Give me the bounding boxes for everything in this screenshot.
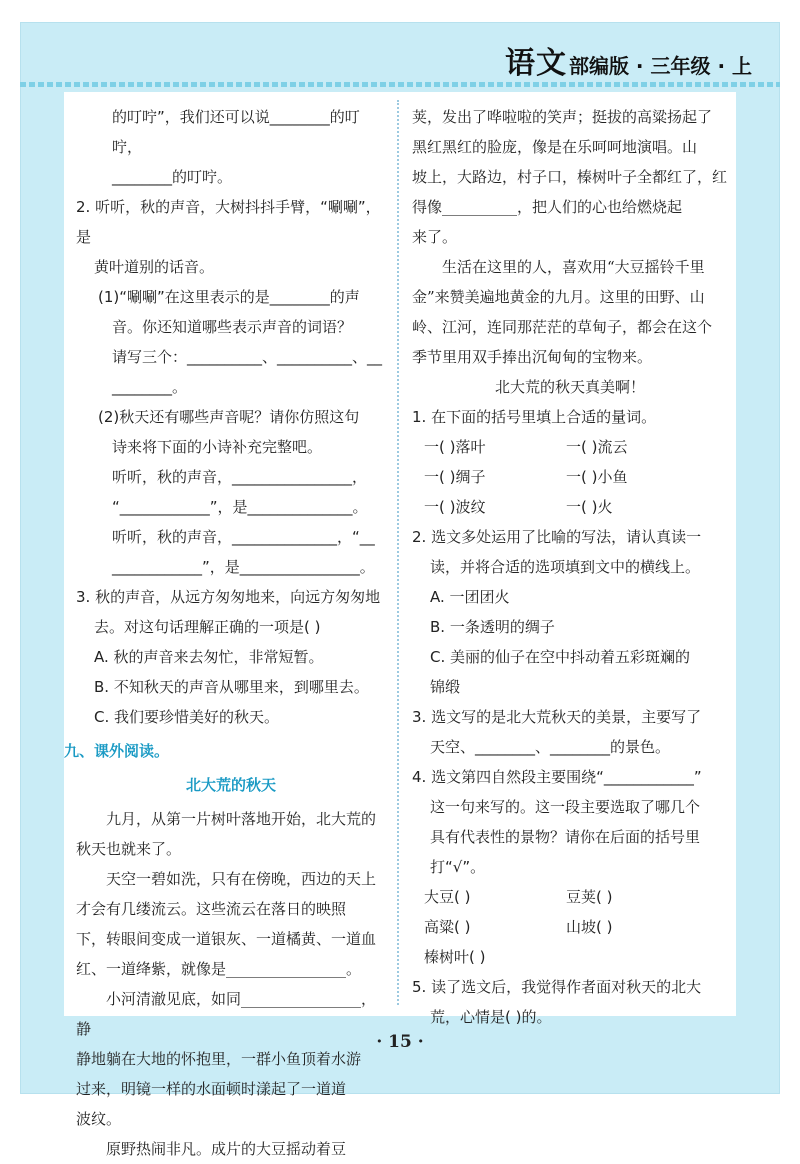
paragraph-line: 岭、江河，连同那茫茫的草甸子，都会在这个 [412, 318, 713, 336]
right-column [412, 102, 728, 1032]
text-line: 锦缎 [430, 678, 461, 696]
paragraph-line: 才会有几缕流云。这些流云在落日的映照 [76, 900, 347, 918]
header-subject: 语文 [504, 46, 567, 81]
text-line: 这一句来写的。这一段主要选取了哪几个 [430, 798, 701, 816]
text-line: 具有代表性的景物？请你在后面的括号里 [430, 828, 701, 846]
check-item: 豆荚( ) [566, 888, 613, 906]
check-row [412, 882, 728, 912]
answer-line: 听听，秋的声音，______________，“__ [112, 528, 375, 546]
question-2-2: (2)秋天还有哪些声音呢？请你仿照这句 [98, 408, 360, 426]
check-item: 山坡( ) [566, 918, 613, 936]
measure-word-row [412, 432, 728, 462]
paragraph-line: 来了。 [412, 228, 458, 246]
text-line: 打“√”。 [430, 858, 486, 876]
text-line: 读，并将合适的选项填到文中的横线上。 [430, 558, 701, 576]
measure-word-row [412, 492, 728, 522]
paragraph-line: 荚，发出了哗啦啦的笑声；挺拔的高粱扬起了 [412, 108, 713, 126]
text-line: 黄叶道别的话音。 [94, 258, 215, 276]
paragraph-line: 红、一道绛紫，就像是________________。 [76, 960, 362, 978]
option-a: A. 秋的声音来去匆忙，非常短暂。 [94, 648, 324, 666]
header-edition: 部编版 · 三年级 · 上 [568, 54, 752, 78]
check-item: 榛树叶( ) [424, 948, 486, 966]
paragraph-line: 生活在这里的人，喜欢用“大豆摇铃千里 [442, 258, 705, 276]
answer-line: 天空、________、________的景色。 [430, 738, 671, 756]
answer-line: 听听，秋的声音，________________， [112, 468, 368, 486]
question-2: 2. 听听，秋的声音，大树抖抖手臂，“唰唰”，是 [76, 198, 381, 246]
paragraph-line: 秋天也就来了。 [76, 840, 182, 858]
header-rule [20, 82, 780, 87]
check-row [412, 942, 728, 972]
column-divider [397, 100, 399, 1005]
measure-word-item: 一( )小鱼 [566, 468, 628, 486]
text-line: ________的叮咛。 [112, 168, 233, 186]
paragraph-line: 下，转眼间变成一道银灰、一道橘黄、一道血 [76, 930, 377, 948]
measure-word-item: 一( )落叶 [424, 438, 486, 456]
page-number: · 15 · [376, 1032, 424, 1052]
left-column [64, 102, 386, 1164]
paragraph-line: 得像__________，把人们的心也给燃烧起 [412, 198, 683, 216]
text-line: 荒，心情是( )的。 [430, 1008, 552, 1026]
question-5: 5. 读了选文后，我觉得作者面对秋天的北大 [412, 978, 702, 996]
option-c: C. 我们要珍惜美好的秋天。 [94, 708, 280, 726]
paragraph-line: 过来，明镜一样的水面顿时漾起了一道道 [76, 1080, 347, 1098]
answer-line: “____________”，是______________。 [112, 498, 368, 516]
question-2: 2. 选文多处运用了比喻的写法，请认真读一 [412, 528, 702, 546]
paragraph-line: 波纹。 [76, 1110, 122, 1128]
check-item: 高粱( ) [424, 918, 471, 936]
text-line: 的叮咛”，我们还可以说________的叮咛， [112, 108, 360, 156]
measure-word-item: 一( )火 [566, 498, 613, 516]
book-header [505, 38, 752, 82]
story-title: 北大荒的秋天 [185, 776, 276, 794]
option-b: B. 不知秋天的声音从哪里来，到哪里去。 [94, 678, 369, 696]
measure-word-item: 一( )波纹 [424, 498, 486, 516]
text-line: 音。你还知道哪些表示声音的词语？ [112, 318, 353, 336]
answer-line: 请写三个：__________、__________、__ [112, 348, 383, 366]
paragraph-line: 小河清澈见底，如同________________，静 [76, 990, 377, 1038]
option-a: A. 一团团火 [430, 588, 510, 606]
measure-word-row [412, 462, 728, 492]
measure-word-item: 一( )绸子 [424, 468, 486, 486]
question-1: 1. 在下面的括号里填上合适的量词。 [412, 408, 657, 426]
text-line: 去。对这句话理解正确的一项是( ) [94, 618, 321, 636]
option-b: B. 一条透明的绸子 [430, 618, 555, 636]
paragraph-line: 北大荒的秋天真美啊！ [494, 378, 645, 396]
paragraph-line: 天空一碧如洗，只有在傍晚，西边的天上 [106, 870, 377, 888]
question-4: 4. 选文第四自然段主要围绕“____________” [412, 768, 702, 786]
paragraph-line: 黑红黑红的脸庞，像是在乐呵呵地演唱。山 [412, 138, 698, 156]
check-row [412, 912, 728, 942]
option-c: C. 美丽的仙子在空中抖动着五彩斑斓的 [430, 648, 691, 666]
answer-line: ____________”，是________________。 [112, 558, 375, 576]
question-3: 3. 秋的声音，从远方匆匆地来，向远方匆匆地 [76, 588, 381, 606]
section-title: 九、课外阅读。 [64, 742, 170, 760]
question-2-1: (1)“唰唰”在这里表示的是________的声 [98, 288, 360, 306]
check-item: 大豆( ) [424, 888, 471, 906]
paragraph-line: 静地躺在大地的怀抱里，一群小鱼顶着水游 [76, 1050, 362, 1068]
question-3: 3. 选文写的是北大荒秋天的美景，主要写了 [412, 708, 702, 726]
text-line: 诗来将下面的小诗补充完整吧。 [112, 438, 323, 456]
paragraph-line: 九月，从第一片树叶落地开始，北大荒的 [106, 810, 377, 828]
paragraph-line: 季节里用双手捧出沉甸甸的宝物来。 [412, 348, 653, 366]
measure-word-item: 一( )流云 [566, 438, 628, 456]
paragraph-line: 坡上，大路边，村子口，榛树叶子全都红了，红 [412, 168, 728, 186]
paragraph-line: 金”来赞美遍地黄金的九月。这里的田野、山 [412, 288, 705, 306]
paragraph-line: 原野热闹非凡。成片的大豆摇动着豆 [106, 1140, 347, 1158]
answer-line: ________。 [112, 378, 188, 396]
